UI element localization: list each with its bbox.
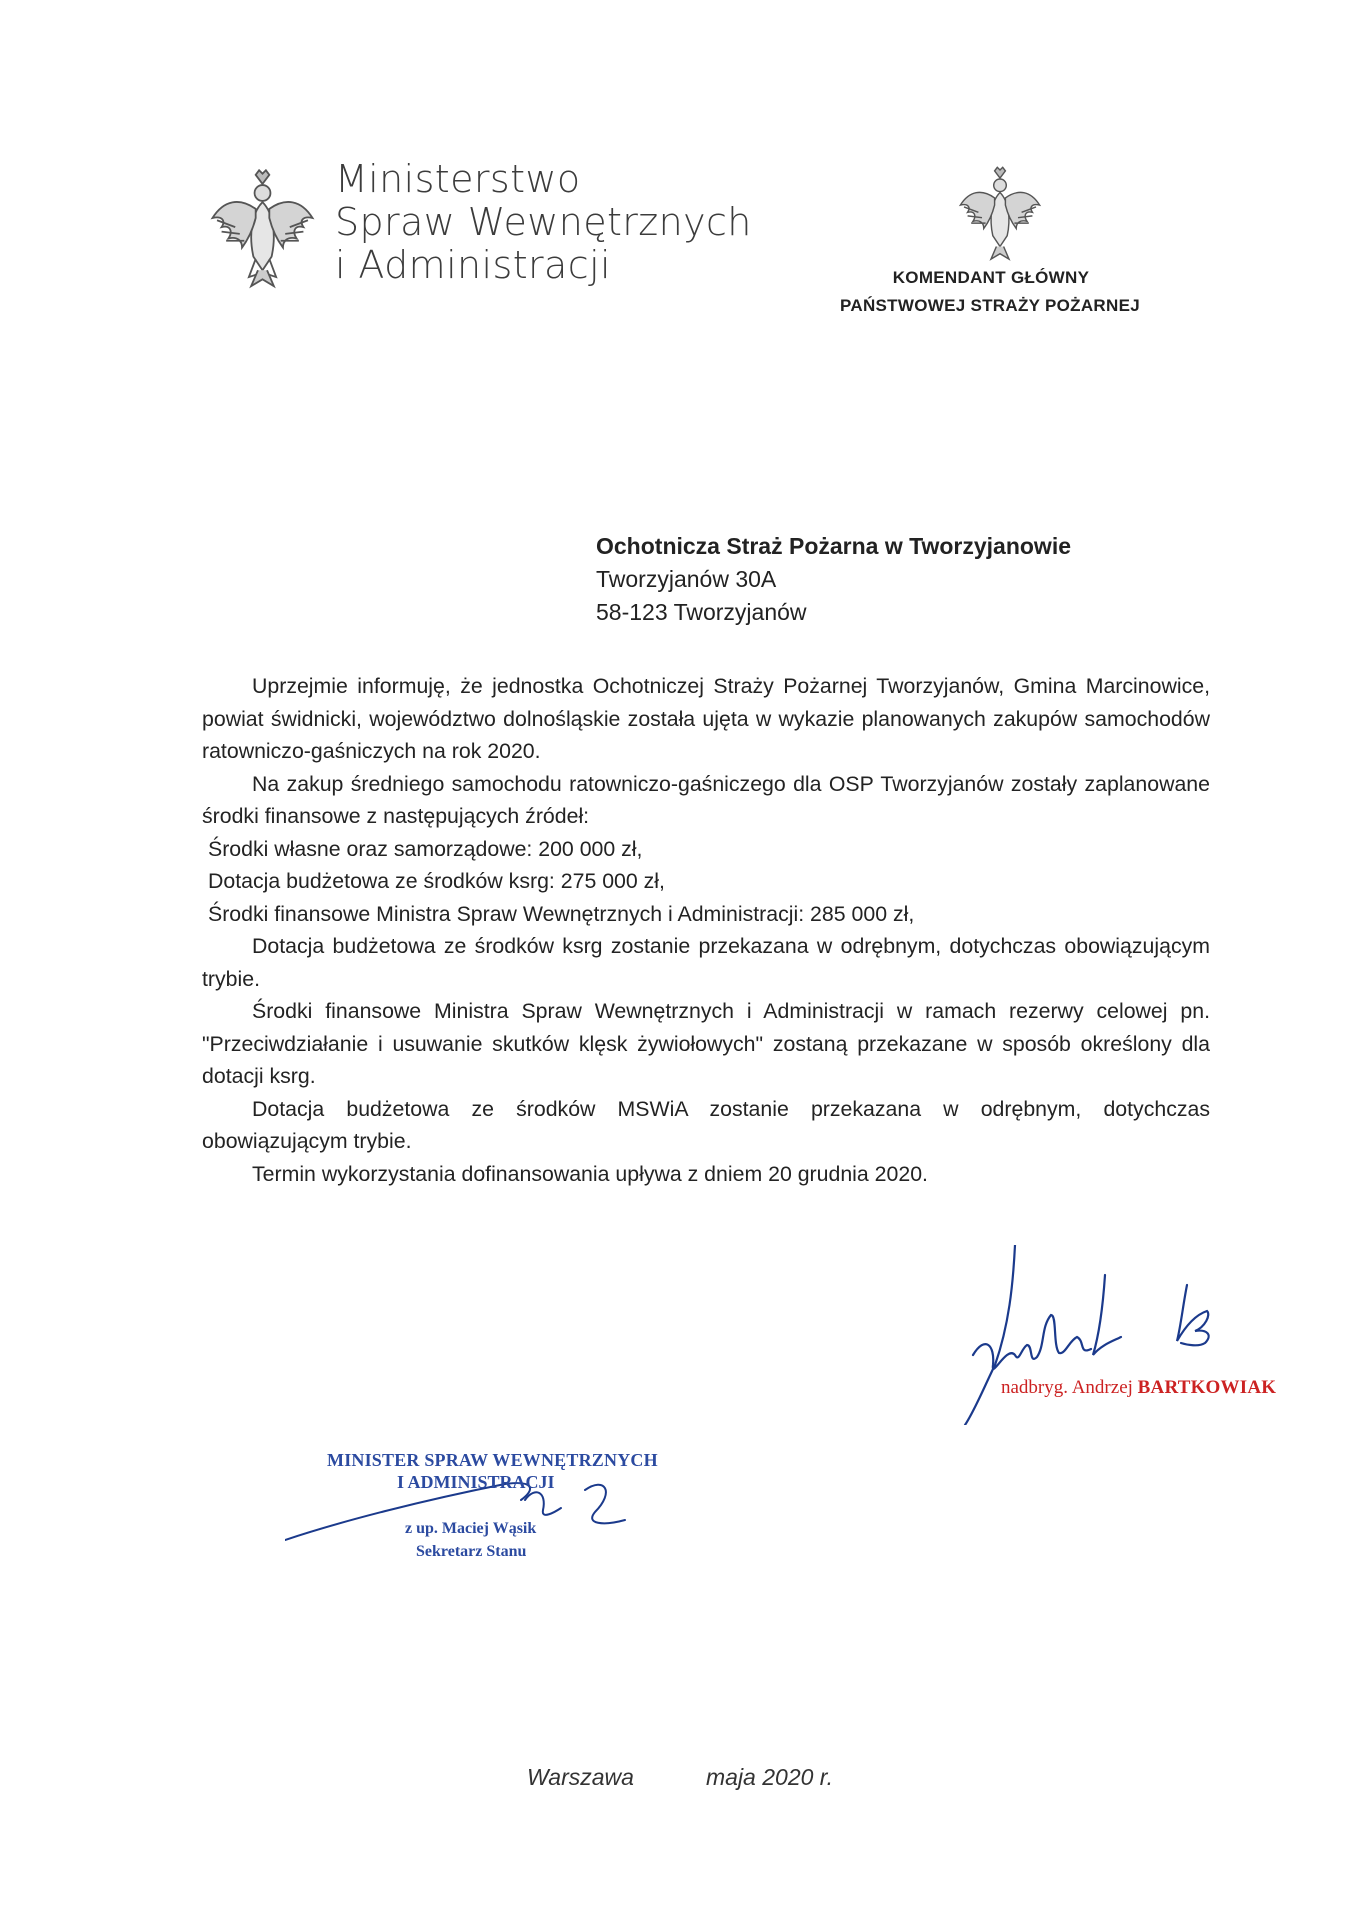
ministry-name-line-1: Ministerstwo [335, 157, 581, 201]
ministry-name [335, 158, 752, 287]
commander-signature-block [955, 1245, 1285, 1425]
funding-item-3: Środki finansowe Ministra Spraw Wewnętrznych i Administracji: 285 000 zł, [208, 901, 915, 926]
stamp-line-1: MINISTER SPRAW WEWNĘTRZNYCH [327, 1450, 658, 1470]
funding-item-2: Dotacja budżetowa ze środków ksrg: 275 000 zł, [208, 869, 665, 893]
addressee-street: Tworzyjanów 30A [596, 566, 777, 592]
funding-item-1: Środki własne oraz samorządowe: 200 000 zł, [208, 836, 643, 861]
paragraph-4: Środki finansowe Ministra Spraw Wewnętrznych i Administracji w ramach rezerwy celowej pn. "Przeciwdziałanie i usuwanie skutków klęsk żywiołowych" zostaną przekazane w sposób określony dla dotacji ksrg. [202, 999, 1210, 1088]
polish-eagle-emblem-icon [205, 168, 320, 293]
paragraph-3: Dotacja budżetowa ze środków ksrg zostanie przekazana w odrębnym, dotychczas obowiązującym trybie. [202, 934, 1210, 991]
stamp-line-4: Sekretarz Stanu [416, 1543, 527, 1560]
addressee-block [596, 530, 1071, 629]
commander-signer-name [1001, 1377, 1276, 1399]
commander-title-line-2: PAŃSTWOWEJ STRAŻY POŻARNEJ [840, 296, 1140, 315]
commander-header [780, 160, 1200, 320]
addressee-postal: 58-123 Tworzyjanów [596, 599, 807, 625]
commander-signer-surname: BARTKOWIAK [1137, 1377, 1277, 1398]
paragraph-1: Uprzejmie informuję, że jednostka Ochotniczej Straży Pożarnej Tworzyjanów, Gmina Marcinowice, powiat świdnicki, województwo dolnośląskie została ujęta w wykazie planowanych zakupów samochodów ratowniczo-gaśniczych na rok 2020. [202, 674, 1210, 763]
polish-eagle-emblem-icon [955, 165, 1045, 265]
addressee-organization: Ochotnicza Straż Pożarna w Tworzyjanowie [596, 533, 1072, 559]
letter-body [202, 670, 1210, 1190]
paragraph-2: Na zakup średniego samochodu ratowniczo-gaśniczego dla OSP Tworzyjanów zostały zaplanowane środki finansowe z następujących źródeł: [202, 771, 1210, 828]
ministry-name-line-3: i Administracji [335, 243, 611, 287]
footer-date: maja 2020 r. [706, 1764, 833, 1790]
ministry-name-line-2: Spraw Wewnętrznych [335, 200, 752, 244]
commander-title-line-1: KOMENDANT GŁÓWNY [892, 268, 1090, 287]
stamp-line-3: z up. Maciej Wąsik [405, 1520, 537, 1537]
paragraph-6: Termin wykorzystania dofinansowania upływa z dniem 20 grudnia 2020. [252, 1161, 928, 1186]
stamp-line-2: I ADMINISTRACJI [397, 1472, 555, 1492]
commander-signer-prefix: nadbryg. Andrzej [1001, 1377, 1138, 1398]
ministry-header [205, 158, 765, 298]
footer-city: Warszawa [527, 1764, 634, 1790]
minister-stamp [285, 1440, 665, 1570]
paragraph-5: Dotacja budżetowa ze środków MSWiA zostanie przekazana w odrębnym, dotychczas obowiązującym trybie. [202, 1096, 1210, 1153]
